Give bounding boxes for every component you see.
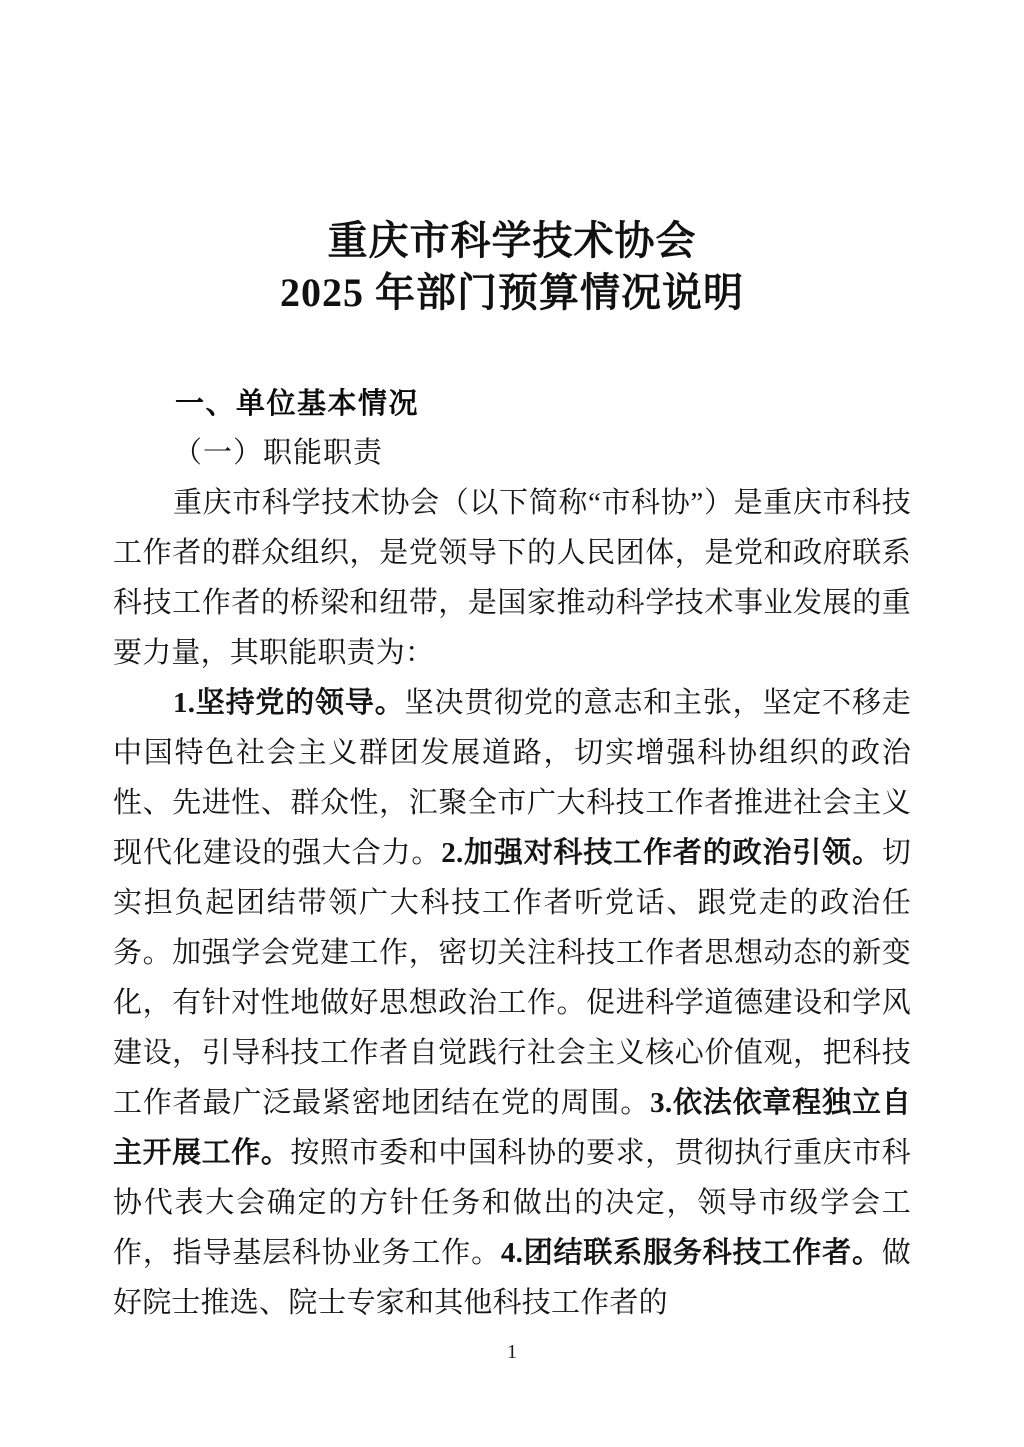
emphasis-run: 3.依法依章程独立自主开展工作。 [113, 1087, 911, 1169]
text-run: 切实担负起团结带领广大科技工作者听党话、跟党走的政治任务。加强学会党建工作，密切关注科技工作者思想动态的新变化，有针对性地做好思想政治工作。促进科学道德建设和学风建设，引导科技工作者自觉践行社会主义核心价值观，把科技工作者最广泛最紧密地团结在党的周围。 [113, 837, 912, 1119]
page-number: 1 [507, 1341, 517, 1363]
emphasis-run: 1.坚持党的领导。 [173, 687, 405, 719]
text-run: 做好院士推选、院士专家和其他科技工作者的 [113, 1237, 911, 1319]
document-body [113, 378, 911, 1328]
document-title-line-1: 重庆市科学技术协会 [327, 218, 697, 263]
text-run: 坚决贯彻党的意志和主张，坚定不移走中国特色社会主义群团发展道路，切实增强科协组织的政治性、先进性、群众性，汇聚全市广大科技工作者推进社会主义现代化建设的强大合力。 [113, 687, 911, 869]
subsection-heading-1-1: （一）职能职责 [173, 437, 384, 469]
emphasis-run: 4.团结联系服务科技工作者。 [500, 1237, 882, 1269]
text-run: 重庆市科学技术协会（以下简称“市科协”）是重庆市科技工作者的群众组织，是党领导下的人民团体，是党和政府联系科技工作者的桥梁和纽带，是国家推动科学技术事业发展的重要力量，其职能职责为： [113, 487, 911, 669]
text-run: 按照市委和中国科协的要求，贯彻执行重庆市科协代表大会确定的方针任务和做出的决定，领导市级学会工作，指导基层科协业务工作。 [113, 1137, 912, 1269]
section-heading-1: 一、单位基本情况 [175, 386, 420, 420]
paragraph-duties [113, 678, 911, 1328]
document-title [113, 215, 911, 319]
paragraph-intro [113, 478, 911, 678]
document-title-line-2: 2025 年部门预算情况说明 [280, 270, 744, 315]
emphasis-run: 2.加强对科技工作者的政治引领。 [441, 837, 882, 869]
